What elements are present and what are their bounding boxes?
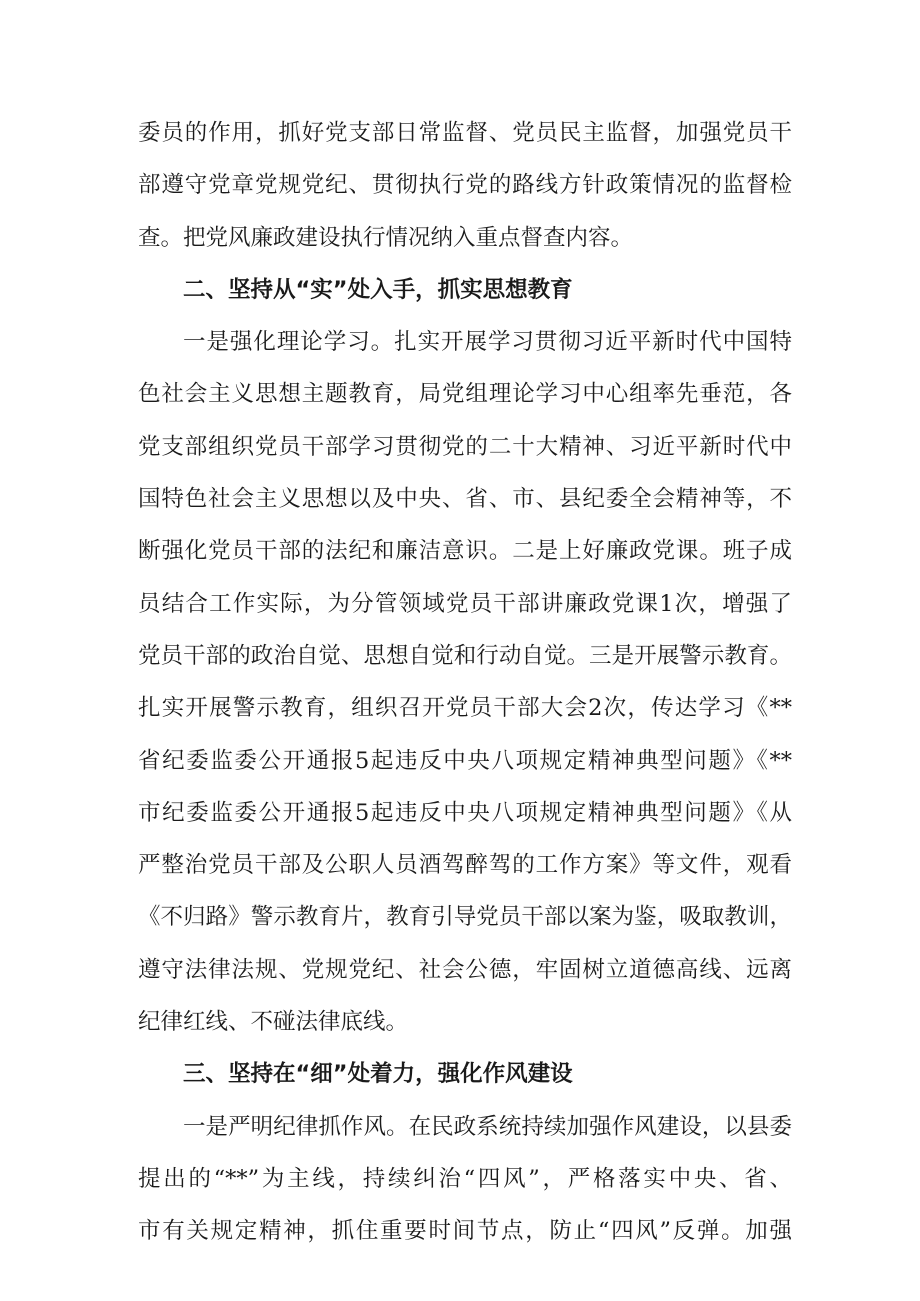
document-body — [138, 107, 792, 1258]
paragraph-line: 市纪委监委公开通报5起违反中央八项规定精神典型问题》《从 — [138, 799, 792, 826]
paragraph-line: 党员干部的政治自觉、思想自觉和行动自觉。三是开展警示教育。 — [138, 642, 792, 669]
paragraph-line: 省纪委监委公开通报5起违反中央八项规定精神典型问题》《** — [138, 747, 792, 774]
paragraph-line: 遵守法律法规、党规党纪、社会公德，牢固树立道德高线、远离 — [138, 956, 792, 983]
paragraph-line: 一是强化理论学习。扎实开展学习贯彻习近平新时代中国特 — [183, 329, 792, 356]
paragraph-line: 提出的“**”为主线，持续纠治“四风”，严格落实中央、省、 — [138, 1165, 792, 1192]
paragraph-line: 党支部组织党员干部学习贯彻党的二十大精神、习近平新时代中 — [138, 433, 792, 460]
section-heading-2: 二、坚持从“实”处入手，抓实思想教育 — [183, 276, 573, 303]
paragraph-line: 查。把党风廉政建设执行情况纳入重点督查内容。 — [138, 224, 634, 251]
section-heading-3: 三、坚持在“细”处着力，强化作风建设 — [183, 1061, 573, 1088]
paragraph-line: 员结合工作实际，为分管领域党员干部讲廉政党课1次，增强了 — [138, 590, 792, 617]
paragraph-line: 市有关规定精神，抓住重要时间节点，防止“四风”反弹。加强 — [138, 1218, 792, 1245]
paragraph-line: 部遵守党章党规党纪、贯彻执行党的路线方针政策情况的监督检 — [138, 172, 792, 199]
paragraph-line: 色社会主义思想主题教育，局党组理论学习中心组率先垂范，各 — [138, 381, 792, 408]
paragraph-line: 《不归路》警示教育片，教育引导党员干部以案为鉴，吸取教训， — [138, 904, 792, 931]
paragraph-line: 一是严明纪律抓作风。在民政系统持续加强作风建设，以县委 — [183, 1113, 792, 1140]
paragraph-line: 断强化党员干部的法纪和廉洁意识。二是上好廉政党课。班子成 — [138, 538, 792, 565]
paragraph-line: 纪律红线、不碰法律底线。 — [138, 1009, 409, 1036]
paragraph-line: 委员的作用，抓好党支部日常监督、党员民主监督，加强党员干 — [138, 120, 792, 146]
paragraph-line: 扎实开展警示教育，组织召开党员干部大会2次，传达学习《** — [138, 695, 792, 722]
paragraph-line: 严整治党员干部及公职人员酒驾醉驾的工作方案》等文件，观看 — [138, 852, 792, 879]
paragraph-line: 国特色社会主义思想以及中央、省、市、县纪委全会精神等，不 — [138, 486, 792, 513]
